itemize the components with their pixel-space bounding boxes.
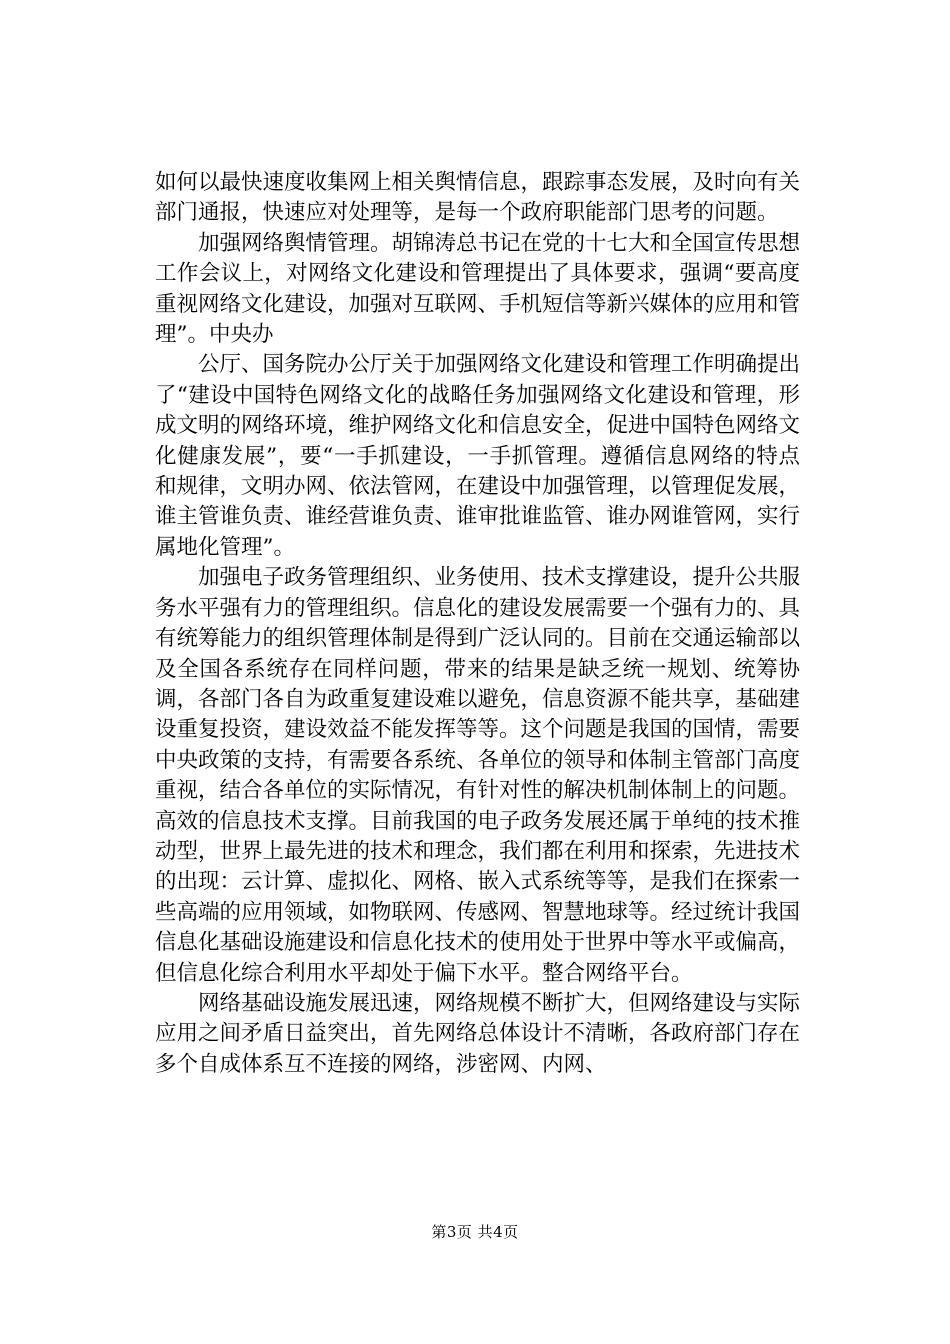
paragraph-5: 网络基础设施发展迅速，网络规模不断扩大，但网络建设与实际应用之间矛盾日益突出，首先网络总体设计不清晰，各政府部门存在多个自成体系互不连接的网络，涉密网、内网、 xyxy=(155,990,801,1077)
paragraph-2: 加强网络舆情管理。胡锦涛总书记在党的十七大和全国宣传思想工作会议上，对网络文化建设和管理提出了具体要求，强调“要高度重视网络文化建设，加强对互联网、手机短信等新兴媒体的应用和管理”。中央办 xyxy=(155,230,801,348)
paragraph-4: 加强电子政务管理组织、业务使用、技术支撑建设，提升公共服务水平强有力的管理组织。信息化的建设发展需要一个强有力的、具有统筹能力的组织管理体制是得到广泛认同的。目前在交通运输部以及全国各系统存在同样问题，带来的结果是缺乏统一规划、统筹协调，各部门各自为政重复建设难以避免，信息资源不能共享，基础建设重复投资，建设效益不能发挥等等。这个问题是我国的国情，需要中央政策的支持，有需要各系统、各单位的领导和体制主管部门高度重视，结合各单位的实际情况，有针对性的解决机制体制上的问题。高效的信息技术支撑。目前我国的电子政务发展还属于单纯的技术推动型，世界上最先进的技术和理念，我们都在利用和探索，先进技术的出现：云计算、虚拟化、网格、嵌入式系统等等，是我们在探索一些高端的应用领域，如物联网、传感网、智慧地球等。经过统计我国信息化基础设施建设和信息化技术的使用处于世界中等水平或偏高，但信息化综合利用水平却处于偏下水平。整合网络平台。 xyxy=(155,565,801,986)
document-body xyxy=(155,168,800,1080)
page-footer: 第3页 共4页 xyxy=(431,1223,519,1241)
paragraph-1: 如何以最快速度收集网上相关舆情信息，跟踪事态发展，及时向有关部门通报，快速应对处理等，是每一个政府职能部门思考的问题。 xyxy=(155,170,801,226)
paragraph-3: 公厅、国务院办公厅关于加强网络文化建设和管理工作明确提出了“建设中国特色网络文化的战略任务加强网络文化建设和管理，形成文明的网络环境，维护网络文化和信息安全，促进中国特色网络文化健康发展”，要“一手抓建设，一手抓管理。遵循信息网络的特点和规律，文明办网、依法管网，在建设中加强管理，以管理促发展，谁主管谁负责、谁经营谁负责、谁审批谁监管、谁办网谁管网，实行属地化管理”。 xyxy=(155,352,801,560)
